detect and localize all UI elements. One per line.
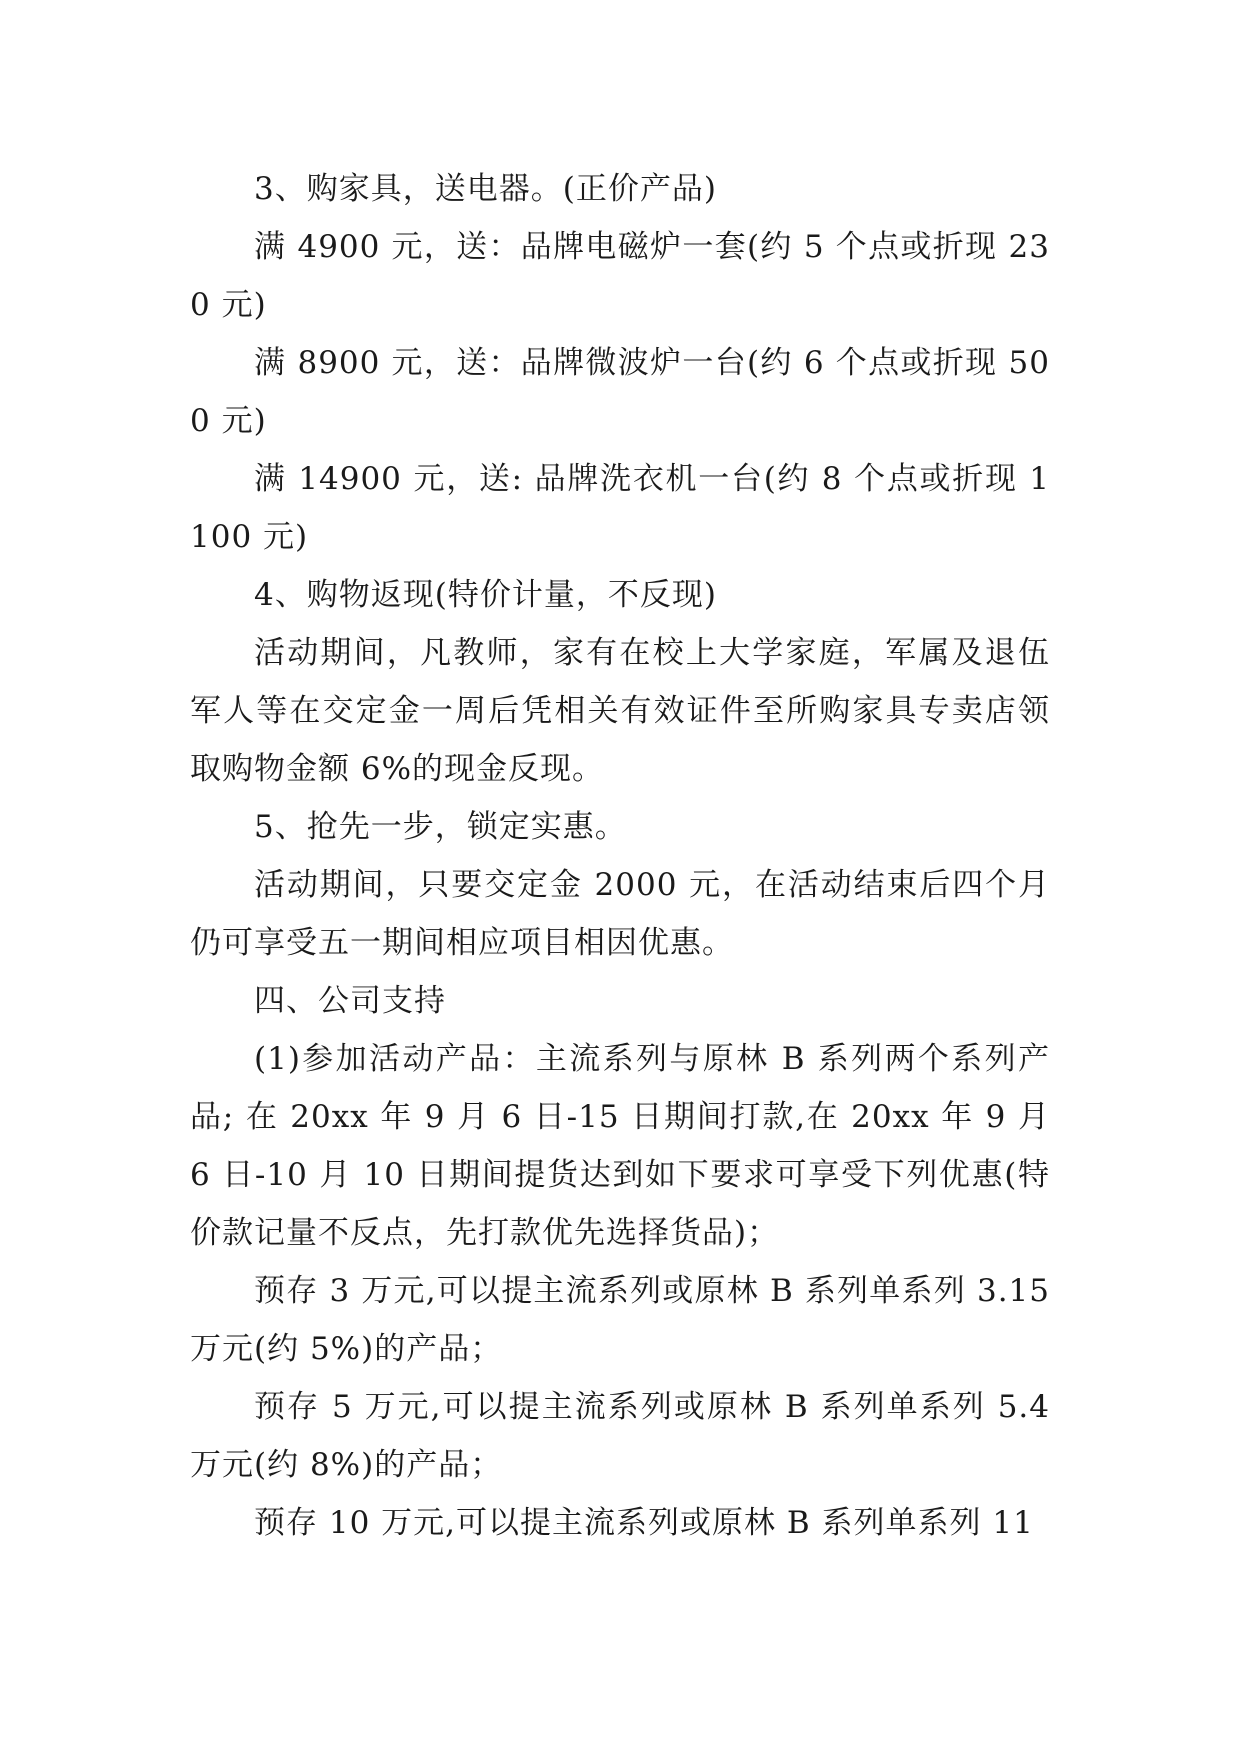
paragraph-gift-tier-4900: 满 4900 元，送：品牌电磁炉一套(约 5 个点或折现 230 元) [190, 229, 1050, 323]
paragraph-company-support-heading: 四、公司支持 [254, 983, 446, 1019]
paragraph-deposit-5w: 预存 5 万元,可以提主流系列或原林 B 系列单系列 5.4 万元(约 8%)的产品； [190, 1389, 1050, 1483]
paragraph-deposit-3w: 预存 3 万元,可以提主流系列或原林 B 系列单系列 3.15 万元(约 5%)的产品； [190, 1273, 1050, 1367]
paragraph-lock-deal-heading: 5、抢先一步，锁定实惠。 [254, 809, 627, 845]
paragraph-gift-tier-14900: 满 14900 元，送: 品牌洗衣机一台(约 8 个点或折现 1100 元) [190, 461, 1050, 555]
document-body [190, 160, 1050, 1552]
paragraph-gift-tier-8900: 满 8900 元，送：品牌微波炉一台(约 6 个点或折现 500 元) [190, 345, 1050, 439]
paragraph-furniture-gift-heading: 3、购家具，送电器。(正价产品) [254, 171, 717, 207]
paragraph-participating-products: (1)参加活动产品：主流系列与原林 B 系列两个系列产品; 在 20xx 年 9 月 6 日-15 日期间打款,在 20xx 年 9 月 6 日-10 月 10 日期间提货达到如下要求可享受下列优惠(特价款记量不反点，先打款优先选择货品)； [190, 1041, 1050, 1251]
paragraph-lock-deal-details: 活动期间，只要交定金 2000 元，在活动结束后四个月仍可享受五一期间相应项目相因优惠。 [190, 867, 1050, 961]
paragraph-deposit-10w: 预存 10 万元,可以提主流系列或原林 B 系列单系列 11 [254, 1505, 1034, 1541]
paragraph-cashback-details: 活动期间，凡教师，家有在校上大学家庭，军属及退伍军人等在交定金一周后凭相关有效证件至所购家具专卖店领取购物金额 6%的现金反现。 [190, 635, 1050, 787]
paragraph-cashback-heading: 4、购物返现(特价计量，不反现) [254, 577, 717, 613]
